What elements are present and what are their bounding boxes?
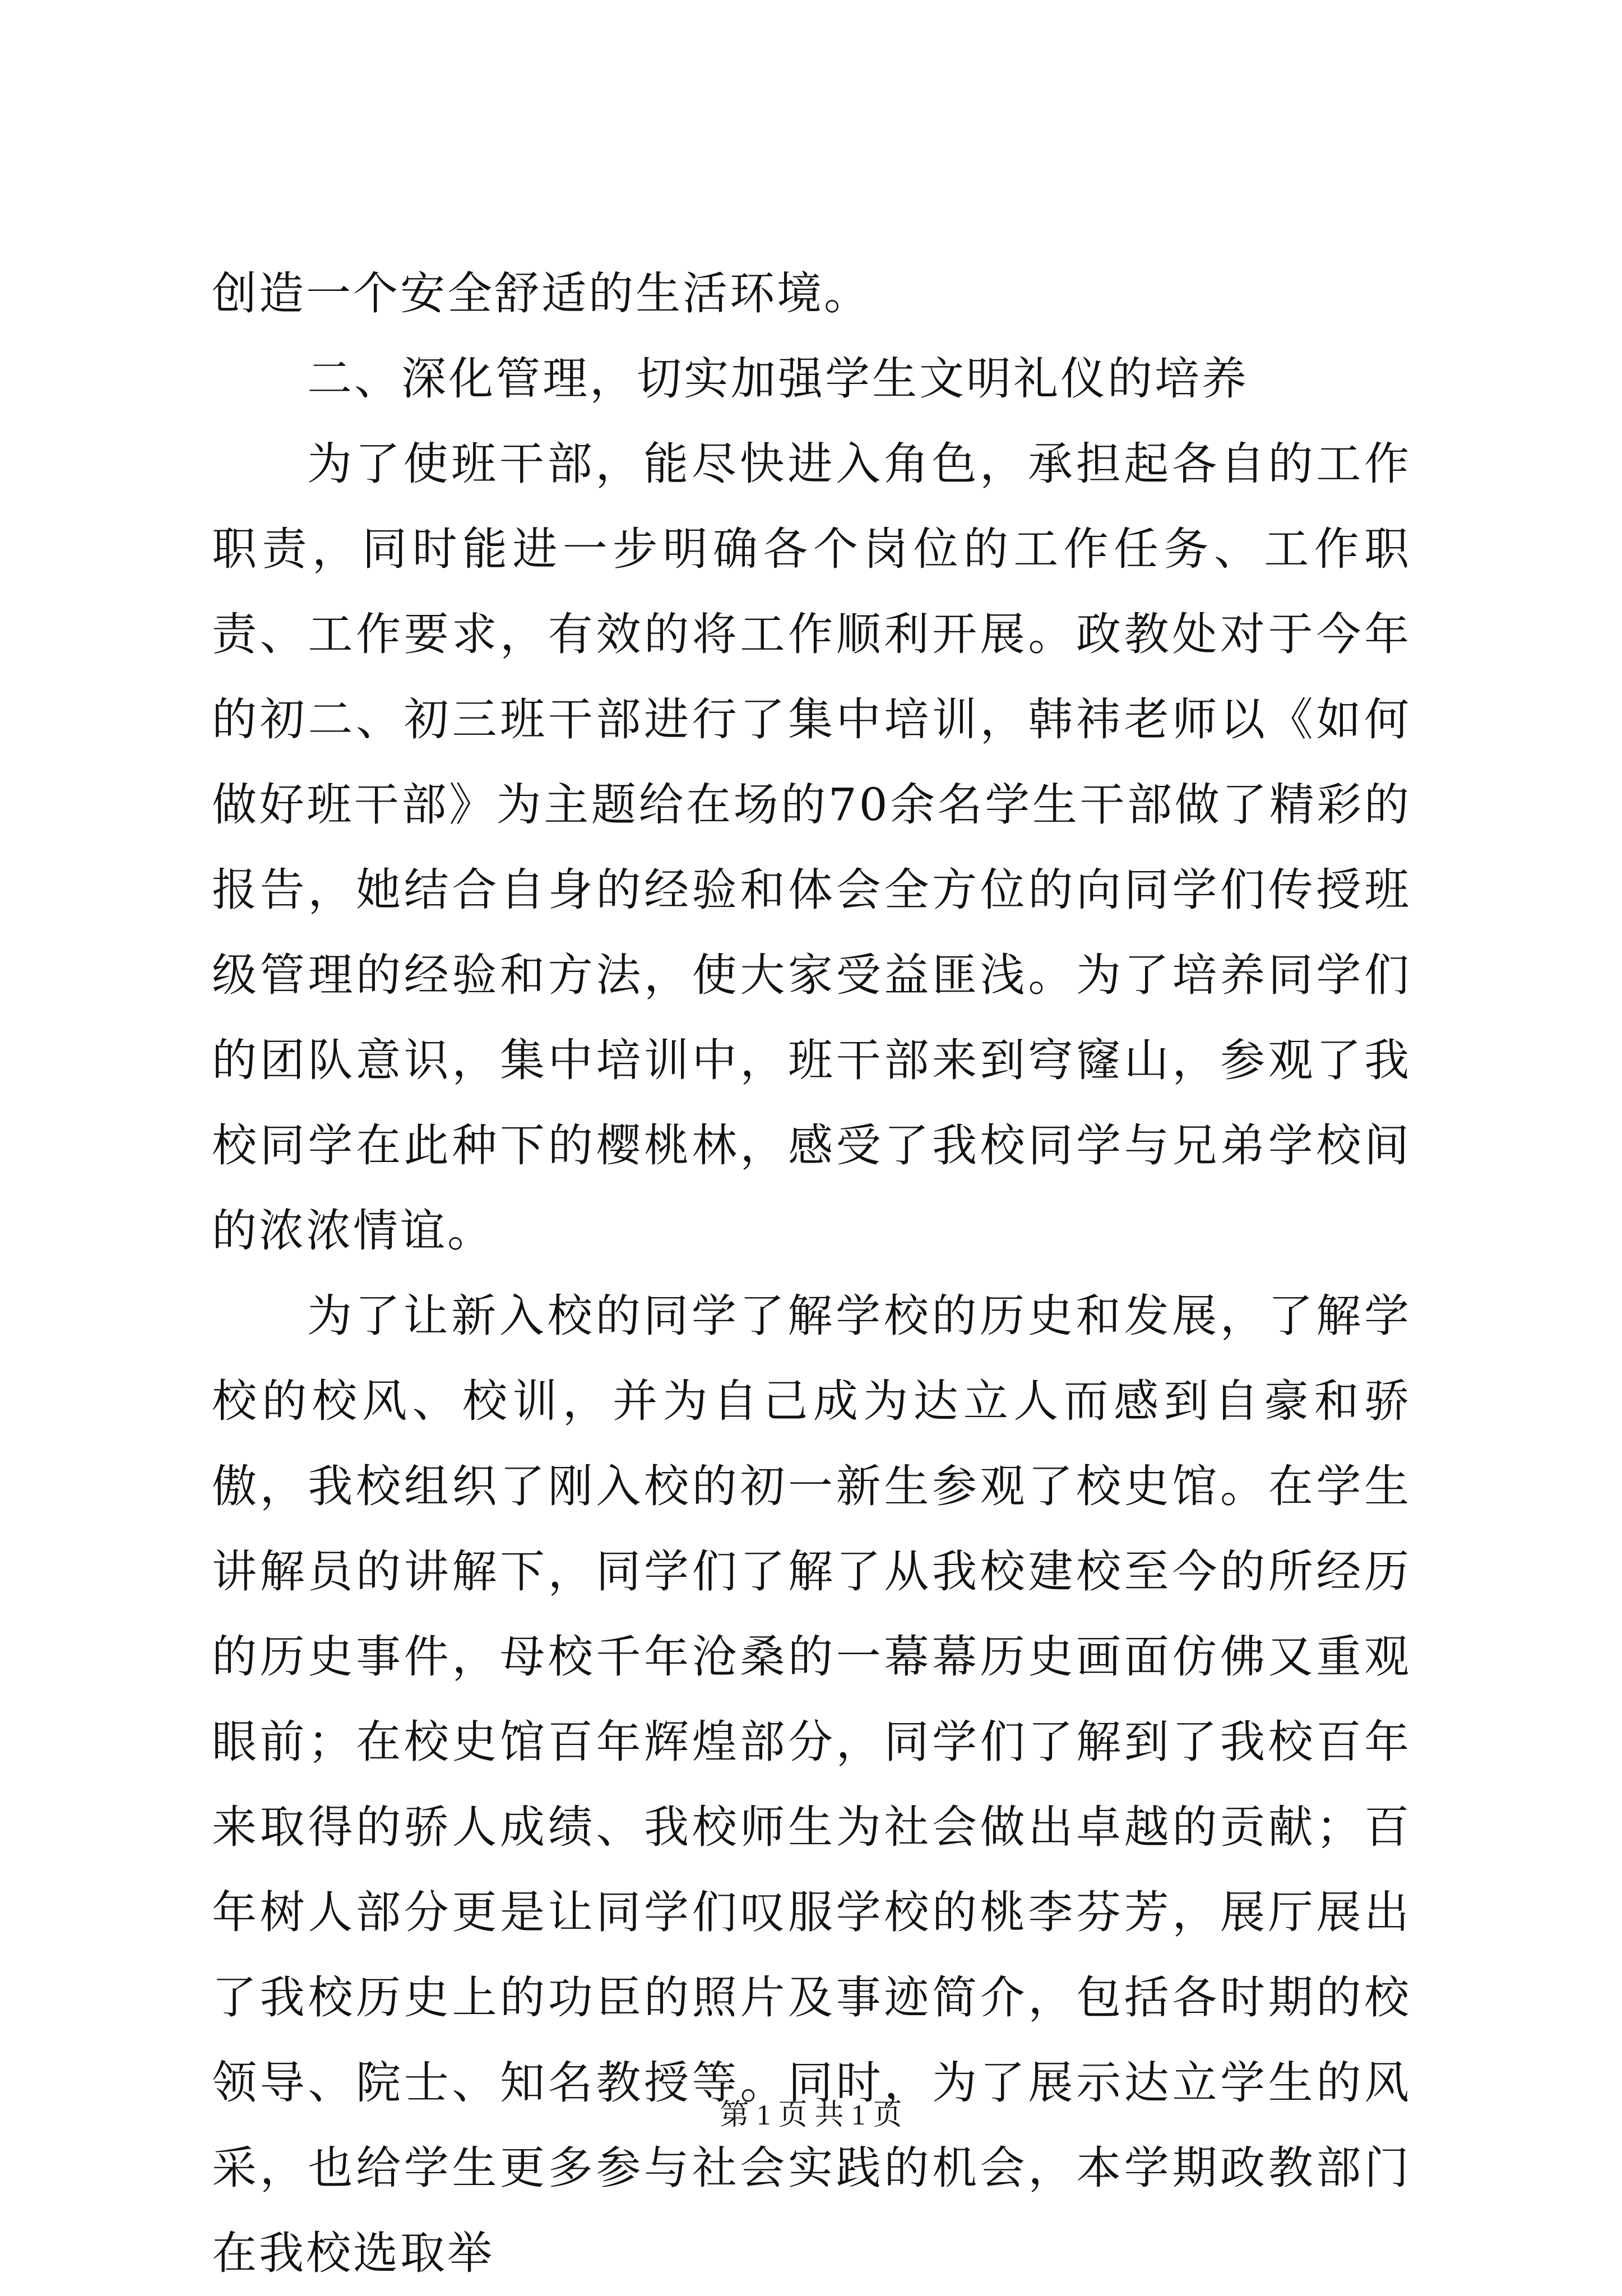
document-body <box>212 251 1411 2296</box>
paragraph-1: 创造一个安全舒适的生活环境。 <box>212 267 871 320</box>
page-number-label: 第 1 页 共 1 页 <box>720 2099 902 2131</box>
page-footer <box>0 2091 1622 2133</box>
paragraph-4: 为了让新入校的同学了解学校的历史和发展，了解学校的校风、校训，并为自己成为达立人而感到自豪和骄傲，我校组织了刚入校的初一新生参观了校史馆。在学生讲解员的讲解下，同学们了解了从我校建校至今的所经历的历史事件，母校千年沧桑的一幕幕历史画面仿佛又重观眼前；在校史馆百年辉煌部分，同学们了解到了我校百年来取得的骄人成绩、我校师生为社会做出卓越的贡献；百年树人部分更是让同学们叹服学校的桃李芬芳，展厅展出了我校历史上的功臣的照片及事迹简介，包括各时期的校领导、院士、知名教授等。同时，为了展示达立学生的风采，也给学生更多参与社会实践的机会，本学期政教部门在我校选取举 <box>212 1290 1411 2279</box>
paragraph-3: 为了使班干部，能尽快进入角色，承担起各自的工作职责，同时能进一步明确各个岗位的工作任务、工作职责、工作要求，有效的将工作顺利开展。政教处对于今年的初二、初三班干部进行了集中培训，韩祎老师以《如何做好班干部》为主题给在场的70余名学生干部做了精彩的报告，她结合自身的经验和体会全方位的向同学们传授班级管理的经验和方法，使大家受益匪浅。为了培养同学们的团队意识，集中培训中，班干部来到穹窿山，参观了我校同学在此种下的樱桃林，感受了我校同学与兄弟学校间的浓浓情谊。 <box>212 438 1411 1257</box>
section-heading-2: 二、深化管理，切实加强学生文明礼仪的培养 <box>307 353 1249 405</box>
